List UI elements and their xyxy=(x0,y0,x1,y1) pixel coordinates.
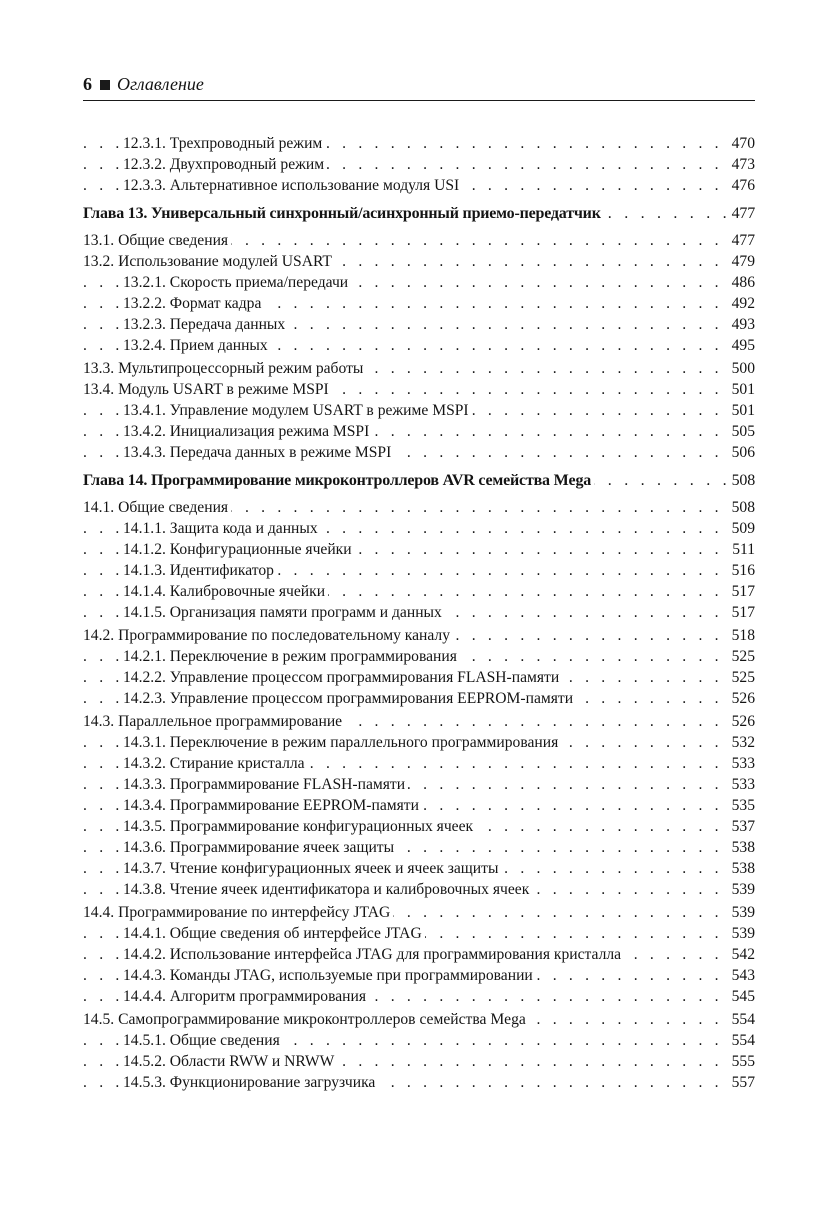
toc-entry-number: 14.3.2. xyxy=(123,755,166,772)
toc-page-number: 539 xyxy=(726,902,755,923)
toc-entry-text: Управление модулем USART в режиме MSPI xyxy=(169,402,469,419)
toc-subsection-entry xyxy=(83,154,755,175)
toc-subsection-entry xyxy=(83,944,755,965)
toc-entry-text: Альтернативное использование модуля USI xyxy=(169,177,460,194)
toc-entry-number: 14.4.3. xyxy=(123,967,166,984)
toc-entry-number: 13.3. xyxy=(83,360,115,377)
toc-entry-title xyxy=(123,776,408,793)
toc-entry-number: 13.4. xyxy=(83,381,115,398)
toc-entry-number: 13.4.1. xyxy=(123,402,166,419)
toc-entry-title xyxy=(83,360,366,377)
page-number: 6 xyxy=(83,74,92,94)
toc-entry-number: 12.3.1. xyxy=(123,135,166,152)
toc-entry-text: Программирование EEPROM-памяти xyxy=(169,797,419,814)
toc-page-number: 535 xyxy=(726,795,755,816)
toc-subsection-entry xyxy=(83,602,755,623)
toc-section-entry xyxy=(83,379,755,400)
toc-page-number: 476 xyxy=(726,175,755,196)
toc-page-number: 538 xyxy=(726,837,755,858)
toc-entry-text: Общие сведения xyxy=(169,1032,280,1049)
toc-subsection-entry xyxy=(83,688,755,709)
toc-entry-title xyxy=(123,925,425,942)
toc-subsection-entry xyxy=(83,923,755,944)
table-of-contents xyxy=(83,133,755,1093)
running-title: Оглавление xyxy=(117,74,204,94)
toc-page-number: 518 xyxy=(726,625,755,646)
toc-page-number: 506 xyxy=(726,442,755,463)
toc-subsection-entry xyxy=(83,753,755,774)
toc-entry-title xyxy=(83,232,231,249)
toc-entry-title xyxy=(123,1074,378,1091)
toc-entry-title xyxy=(123,274,351,291)
toc-subsection-entry xyxy=(83,837,755,858)
toc-entry-title xyxy=(83,713,345,730)
toc-section-entry xyxy=(83,358,755,379)
toc-entry-title xyxy=(123,1032,283,1049)
toc-page-number: 526 xyxy=(726,711,755,732)
toc-entry-number: 14.2.2. xyxy=(123,669,166,686)
toc-entry-title xyxy=(123,520,321,537)
toc-page-number: 516 xyxy=(726,560,755,581)
toc-page-number: 517 xyxy=(726,581,755,602)
toc-subsection-entry xyxy=(83,858,755,879)
toc-entry-title xyxy=(123,423,372,440)
toc-entry-number: 14.5.2. xyxy=(123,1053,166,1070)
toc-page-number: 492 xyxy=(726,293,755,314)
toc-entry-number: 14.3.5. xyxy=(123,818,166,835)
toc-page-number: 538 xyxy=(726,858,755,879)
toc-page-number: 486 xyxy=(726,272,755,293)
toc-page-number: 495 xyxy=(726,335,755,356)
toc-section-entry xyxy=(83,230,755,251)
toc-page-number: 554 xyxy=(726,1030,755,1051)
toc-entry-number: 14.4.4. xyxy=(123,988,166,1005)
toc-entry-text: Защита кода и данных xyxy=(169,520,318,537)
toc-subsection-entry xyxy=(83,879,755,900)
toc-entry-title xyxy=(123,734,561,751)
toc-entry-title xyxy=(123,797,422,814)
toc-entry-title xyxy=(83,499,231,516)
toc-entry-title xyxy=(123,988,369,1005)
toc-subsection-entry xyxy=(83,175,755,196)
toc-subsection-entry xyxy=(83,986,755,1007)
toc-section-entry xyxy=(83,711,755,732)
toc-entry-title xyxy=(83,205,604,222)
toc-entry-title xyxy=(123,337,271,354)
toc-entry-text: Общие сведения xyxy=(118,232,229,249)
toc-entry-title xyxy=(83,472,594,489)
toc-entry-text: Стирание кристалла xyxy=(169,755,305,772)
toc-entry-text: Конфигурационные ячейки xyxy=(169,541,352,558)
toc-entry-text: Скорость приема/передачи xyxy=(169,274,349,291)
toc-subsection-entry xyxy=(83,646,755,667)
toc-page-number: 554 xyxy=(726,1009,755,1030)
toc-entry-text: Использование модулей USART xyxy=(118,253,332,270)
toc-page-number: 526 xyxy=(726,688,755,709)
toc-entry-number: 14.1.3. xyxy=(123,562,166,579)
toc-page-number: 542 xyxy=(726,944,755,965)
toc-entry-title xyxy=(123,541,355,558)
toc-entry-text: Чтение ячеек идентификатора и калибровочных ячеек xyxy=(169,881,530,898)
toc-subsection-entry xyxy=(83,560,755,581)
toc-page-number: 539 xyxy=(726,879,755,900)
toc-entry-title xyxy=(123,402,472,419)
toc-page-number: 539 xyxy=(726,923,755,944)
toc-entry-number: 13.2.1. xyxy=(123,274,166,291)
toc-entry-title xyxy=(123,295,264,312)
toc-entry-number: 14.3.6. xyxy=(123,839,166,856)
toc-entry-title xyxy=(123,177,462,194)
toc-subsection-entry xyxy=(83,774,755,795)
toc-subsection-entry xyxy=(83,1072,755,1093)
toc-entry-number: 14.1.1. xyxy=(123,520,166,537)
toc-page-number: 505 xyxy=(726,421,755,442)
toc-entry-title xyxy=(123,648,460,665)
toc-subsection-entry xyxy=(83,667,755,688)
toc-page-number: 533 xyxy=(726,774,755,795)
toc-subsection-entry xyxy=(83,133,755,154)
toc-entry-title xyxy=(123,604,445,621)
toc-entry-number: 14.1.5. xyxy=(123,604,166,621)
toc-page-number: 545 xyxy=(726,986,755,1007)
toc-entry-title xyxy=(123,583,328,600)
toc-entry-text: Калибровочные ячейки xyxy=(169,583,326,600)
toc-page-number: 557 xyxy=(726,1072,755,1093)
toc-entry-text: Управление процессом программирования EEPROM-памяти xyxy=(169,690,574,707)
toc-entry-number: 14.3. xyxy=(83,713,115,730)
toc-entry-title xyxy=(123,562,277,579)
toc-page-number: 533 xyxy=(726,753,755,774)
toc-subsection-entry xyxy=(83,400,755,421)
toc-entry-text: Двухпроводный режим xyxy=(169,156,325,173)
toc-entry-number: 14.2.3. xyxy=(123,690,166,707)
toc-page-number: 479 xyxy=(726,251,755,272)
toc-section-entry xyxy=(83,902,755,923)
toc-page-number: 501 xyxy=(726,400,755,421)
toc-entry-title xyxy=(123,818,476,835)
toc-entry-text: Области RWW и NRWW xyxy=(169,1053,335,1070)
toc-subsection-entry xyxy=(83,442,755,463)
toc-entry-number: 13.2.4. xyxy=(123,337,166,354)
toc-subsection-entry xyxy=(83,795,755,816)
toc-entry-text: Программирование по интерфейсу JTAG xyxy=(118,904,391,921)
toc-subsection-entry xyxy=(83,314,755,335)
toc-subsection-entry xyxy=(83,581,755,602)
toc-entry-number: 14.3.3. xyxy=(123,776,166,793)
toc-section-entry xyxy=(83,1009,755,1030)
toc-page-number: 555 xyxy=(726,1051,755,1072)
toc-entry-text: Переключение в режим параллельного программирования xyxy=(169,734,559,751)
toc-subsection-entry xyxy=(83,1051,755,1072)
toc-page-number: 508 xyxy=(726,497,755,518)
toc-page-number: 470 xyxy=(726,133,755,154)
toc-entry-text: Управление процессом программирования FLASH-памяти xyxy=(169,669,560,686)
toc-entry-text: Самопрограммирование микроконтроллеров семейства Mega xyxy=(118,1011,526,1028)
toc-entry-text: Мультипроцессорный режим работы xyxy=(118,360,364,377)
toc-entry-text: Передача данных в режиме MSPI xyxy=(169,444,392,461)
toc-subsection-entry xyxy=(83,293,755,314)
toc-entry-number: 13.2. xyxy=(83,253,115,270)
toc-section-entry xyxy=(83,251,755,272)
toc-page-number: 508 xyxy=(726,469,755,493)
toc-entry-title xyxy=(83,381,332,398)
toc-entry-number: 13.2.2. xyxy=(123,295,166,312)
toc-entry-title xyxy=(123,839,397,856)
toc-entry-number: 12.3.2. xyxy=(123,156,166,173)
toc-section-entry xyxy=(83,625,755,646)
toc-entry-number: 13.4.2. xyxy=(123,423,166,440)
toc-page-number: 509 xyxy=(726,518,755,539)
toc-entry-title xyxy=(83,253,335,270)
toc-entry-number: 14.3.4. xyxy=(123,797,166,814)
toc-page-number: 543 xyxy=(726,965,755,986)
toc-entry-text: Прием данных xyxy=(169,337,268,354)
toc-entry-title xyxy=(123,860,501,877)
toc-entry-text: Команды JTAG, используемые при программировании xyxy=(169,967,533,984)
toc-entry-number: 14.5.3. xyxy=(123,1074,166,1091)
toc-entry-text: Универсальный синхронный/асинхронный приемо-передатчик xyxy=(151,205,601,222)
toc-entry-title xyxy=(123,755,308,772)
toc-entry-text: Алгоритм программирования xyxy=(169,988,367,1005)
toc-page-number: 500 xyxy=(726,358,755,379)
toc-page-number: 532 xyxy=(726,732,755,753)
toc-entry-text: Программирование FLASH-памяти xyxy=(169,776,406,793)
toc-entry-number: 14.3.8. xyxy=(123,881,166,898)
toc-entry-number: 14.2. xyxy=(83,627,115,644)
toc-entry-text: Чтение конфигурационных ячеек и ячеек защиты xyxy=(169,860,499,877)
toc-entry-text: Программирование конфигурационных ячеек xyxy=(169,818,474,835)
toc-entry-title xyxy=(123,1053,337,1070)
toc-entry-title xyxy=(123,135,325,152)
toc-chapter-entry xyxy=(83,202,755,226)
toc-subsection-entry xyxy=(83,732,755,753)
toc-entry-text: Идентификатор xyxy=(169,562,274,579)
toc-subsection-entry xyxy=(83,421,755,442)
toc-entry-text: Передача данных xyxy=(169,316,286,333)
toc-page-number: 525 xyxy=(726,667,755,688)
toc-subsection-entry xyxy=(83,335,755,356)
toc-entry-title xyxy=(123,316,288,333)
toc-entry-number: 14.3.7. xyxy=(123,860,166,877)
toc-entry-text: Переключение в режим программирования xyxy=(169,648,457,665)
toc-entry-number: 14.1. xyxy=(83,499,115,516)
toc-entry-text: Общие сведения xyxy=(118,499,229,516)
toc-entry-title xyxy=(123,946,624,963)
toc-entry-title xyxy=(83,904,393,921)
toc-entry-number: 13.4.3. xyxy=(123,444,166,461)
toc-entry-title xyxy=(123,156,327,173)
toc-entry-text: Функционирование загрузчика xyxy=(169,1074,376,1091)
toc-entry-number: 14.1.4. xyxy=(123,583,166,600)
toc-page-number: 501 xyxy=(726,379,755,400)
toc-entry-text: Общие сведения об интерфейсе JTAG xyxy=(169,925,422,942)
toc-entry-text: Использование интерфейса JTAG для программирования кристалла xyxy=(169,946,622,963)
toc-entry-number: 14.5.1. xyxy=(123,1032,166,1049)
toc-page-number: 473 xyxy=(726,154,755,175)
toc-subsection-entry xyxy=(83,518,755,539)
toc-entry-number: Глава 14. xyxy=(83,472,148,489)
toc-entry-text: Программирование ячеек защиты xyxy=(169,839,395,856)
toc-chapter-entry xyxy=(83,469,755,493)
toc-entry-number: 14.4.1. xyxy=(123,925,166,942)
toc-entry-number: 14.3.1. xyxy=(123,734,166,751)
toc-entry-text: Модуль USART в режиме MSPI xyxy=(118,381,329,398)
toc-entry-number: 14.4.2. xyxy=(123,946,166,963)
toc-subsection-entry xyxy=(83,1030,755,1051)
toc-entry-title xyxy=(83,627,453,644)
square-bullet-icon xyxy=(100,80,110,90)
toc-entry-number: 14.5. xyxy=(83,1011,115,1028)
running-header xyxy=(83,72,755,101)
toc-entry-number: 12.3.3. xyxy=(123,177,166,194)
toc-page-number: 517 xyxy=(726,602,755,623)
toc-entry-text: Параллельное программирование xyxy=(118,713,343,730)
toc-subsection-entry xyxy=(83,539,755,560)
toc-entry-title xyxy=(123,444,394,461)
toc-entry-number: Глава 13. xyxy=(83,205,148,222)
toc-entry-number: 14.2.1. xyxy=(123,648,166,665)
toc-entry-title xyxy=(123,881,532,898)
toc-subsection-entry xyxy=(83,272,755,293)
toc-page-number: 525 xyxy=(726,646,755,667)
toc-page-number: 511 xyxy=(726,539,755,560)
toc-subsection-entry xyxy=(83,965,755,986)
toc-entry-number: 13.1. xyxy=(83,232,115,249)
toc-entry-text: Трехпроводный режим xyxy=(169,135,323,152)
toc-page-number: 493 xyxy=(726,314,755,335)
toc-entry-title xyxy=(123,690,576,707)
toc-entry-number: 14.4. xyxy=(83,904,115,921)
toc-entry-title xyxy=(123,967,536,984)
toc-entry-title xyxy=(83,1011,529,1028)
toc-entry-text: Инициализация режима MSPI xyxy=(169,423,370,440)
toc-entry-number: 14.1.2. xyxy=(123,541,166,558)
toc-page-number: 477 xyxy=(726,230,755,251)
toc-section-entry xyxy=(83,497,755,518)
toc-entry-text: Формат кадра xyxy=(169,295,262,312)
toc-entry-number: 13.2.3. xyxy=(123,316,166,333)
toc-entry-text: Программирование по последовательному каналу xyxy=(118,627,451,644)
toc-subsection-entry xyxy=(83,816,755,837)
toc-entry-text: Организация памяти программ и данных xyxy=(169,604,442,621)
toc-entry-title xyxy=(123,669,562,686)
toc-entry-text: Программирование микроконтроллеров AVR семейства Mega xyxy=(151,472,592,489)
toc-page-number: 537 xyxy=(726,816,755,837)
toc-page-number: 477 xyxy=(726,202,755,226)
